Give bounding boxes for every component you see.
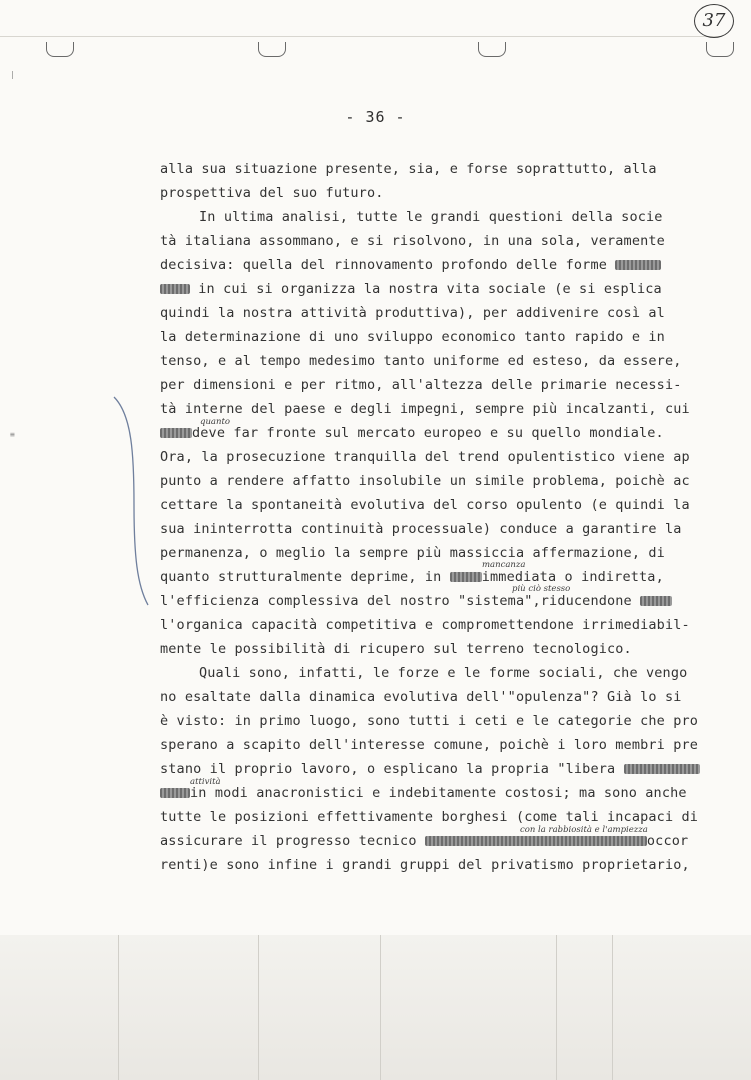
- fold-mark: [118, 935, 119, 1080]
- handwritten-note: con la rabbiosità e l'ampiezza: [520, 825, 648, 835]
- folio-stamp: 37: [694, 4, 734, 38]
- edge-mark: ≡: [10, 430, 15, 439]
- text-line: sperano a scapito dell'interesse comune, poichè i loro membri pre: [160, 737, 699, 753]
- text-line: assicurare il progresso tecnico occor: [160, 833, 689, 849]
- text-line: l'efficienza complessiva del nostro "sistema",riducendone: [160, 593, 672, 609]
- redaction-block: [624, 764, 700, 774]
- text-line: quanto strutturalmente deprime, in immediata o indiretta,: [160, 569, 664, 585]
- redaction-block: [160, 428, 192, 438]
- text-line: In ultima analisi, tutte le grandi questioni della socie: [199, 209, 663, 225]
- text-line: renti)e sono infine i grandi gruppi del privatismo proprietario,: [160, 857, 690, 873]
- text-line: tutte le posizioni effettivamente borghesi (come tali incapaci di: [160, 809, 699, 825]
- text-line: tà italiana assommano, e si risolvono, in una sola, veramente: [160, 233, 665, 249]
- text-line: sua ininterrotta continuità processuale) conduce a garantire la: [160, 521, 682, 537]
- text-line: mente le possibilità di ricupero sul terreno tecnologico.: [160, 641, 632, 657]
- binder-hole: [46, 42, 74, 57]
- fold-mark: [258, 935, 259, 1080]
- handwritten-note: attività: [190, 777, 221, 787]
- edge-mark: |: [10, 70, 15, 79]
- page-top-edge: [0, 36, 720, 37]
- fold-mark: [612, 935, 613, 1080]
- redaction-block: [615, 260, 661, 270]
- binder-hole: [478, 42, 506, 57]
- text-line: la determinazione di uno sviluppo economico tanto rapido e in: [160, 329, 665, 345]
- redaction-block: [450, 572, 482, 582]
- text-line: tenso, e al tempo medesimo tanto uniforme ed esteso, da essere,: [160, 353, 682, 369]
- text-line: tà interne del paese e degli impegni, sempre più incalzanti, cui: [160, 401, 690, 417]
- text-line: permanenza, o meglio la sempre più massiccia affermazione, di: [160, 545, 665, 561]
- text-line: quindi la nostra attività produttiva), per addivenire così al: [160, 305, 665, 321]
- binder-hole: [706, 42, 734, 57]
- text-line: Quali sono, infatti, le forze e le forme sociali, che vengo: [199, 665, 688, 681]
- fold-mark: [556, 935, 557, 1080]
- text-line: cettare la spontaneità evolutiva del corso opulento (e quindi la: [160, 497, 690, 513]
- redaction-block: [160, 788, 190, 798]
- text-line: in cui si organizza la nostra vita sociale (e si esplica: [160, 281, 662, 297]
- text-line: decisiva: quella del rinnovamento profondo delle forme: [160, 257, 661, 273]
- text-line: è visto: in primo luogo, sono tutti i ceti e le categorie che pro: [160, 713, 699, 729]
- binder-hole: [258, 42, 286, 57]
- text-line: per dimensioni e per ritmo, all'altezza delle primarie necessi-: [160, 377, 682, 393]
- handwritten-note: mancanza: [482, 560, 526, 570]
- handwritten-note: più ciò stesso: [512, 584, 571, 594]
- text-line: in modi anacronistici e indebitamente costosi; ma sono anche: [160, 785, 687, 801]
- text-line: stano il proprio lavoro, o esplicano la propria "libera: [160, 761, 700, 777]
- text-line: alla sua situazione presente, sia, e forse soprattutto, alla: [160, 161, 657, 177]
- text-line: no esaltate dalla dinamica evolutiva dell'"opulenza"? Già lo si: [160, 689, 682, 705]
- page-bottom-band: [0, 935, 751, 1080]
- redaction-block: [425, 836, 647, 846]
- text-line: prospettiva del suo futuro.: [160, 185, 384, 201]
- text-line: Ora, la prosecuzione tranquilla del trend opulentistico viene ap: [160, 449, 690, 465]
- fold-mark: [380, 935, 381, 1080]
- text-line: l'organica capacità competitiva e compromettendone irrimediabil-: [160, 617, 690, 633]
- margin-correction-line: [112, 395, 152, 610]
- redaction-block: [160, 284, 190, 294]
- text-line: punto a rendere affatto insolubile un simile problema, poichè ac: [160, 473, 690, 489]
- text-line: deve far fronte sul mercato europeo e su quello mondiale.: [160, 425, 664, 441]
- page-number: - 36 -: [345, 108, 406, 126]
- redaction-block: [640, 596, 672, 606]
- handwritten-note: quanto: [200, 417, 230, 427]
